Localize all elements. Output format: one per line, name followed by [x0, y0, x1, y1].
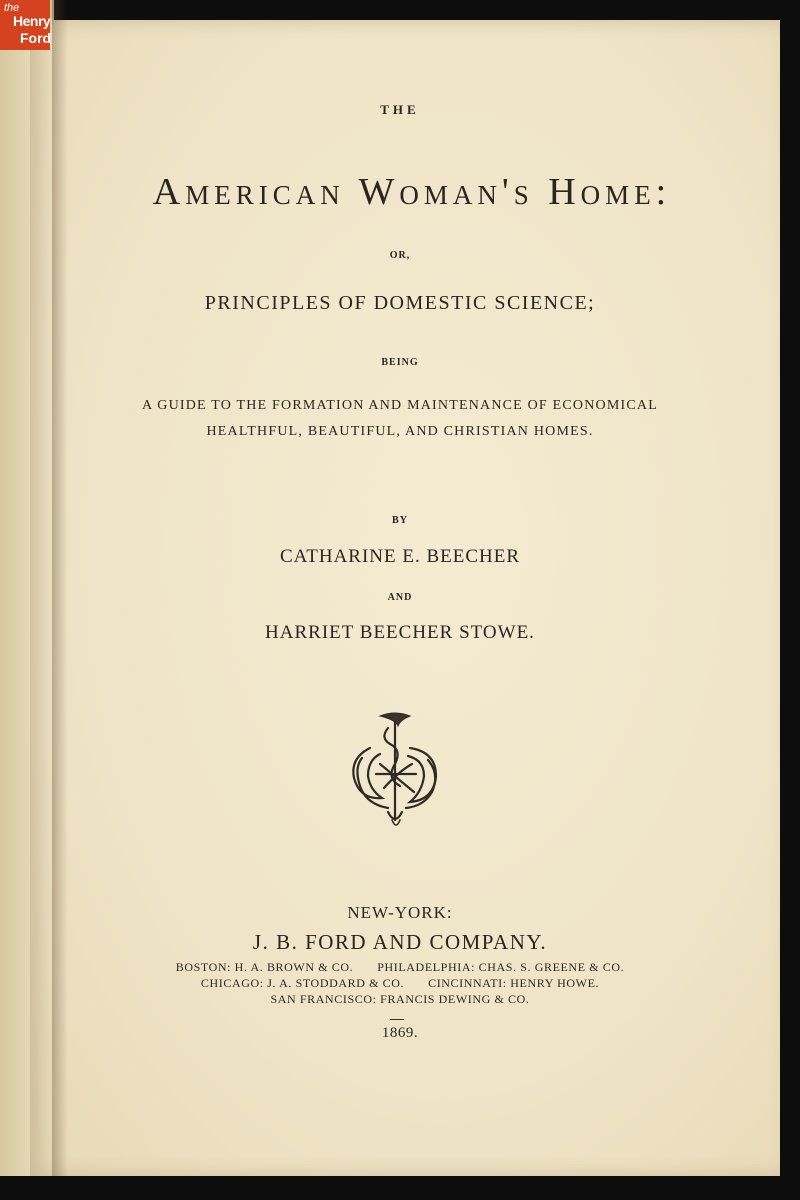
- description-line-2: HEALTHFUL, BEAUTIFUL, AND CHRISTIAN HOMES.: [206, 424, 594, 439]
- henry-ford-logo: the Henry Ford: [0, 0, 50, 50]
- main-title: American Woman's Home:: [152, 171, 672, 213]
- being-connector: BEING: [381, 357, 419, 368]
- divider: [390, 1019, 404, 1020]
- agent-chicago: CHICAGO: J. A. STODDARD & CO.: [200, 976, 405, 990]
- publication-year: 1869.: [381, 1025, 419, 1041]
- or-connector: OR,: [389, 250, 411, 261]
- agents-line-1: [0, 960, 800, 975]
- publication-city: NEW-YORK:: [347, 903, 453, 922]
- title-prefix: THE: [380, 102, 420, 117]
- agent-philadelphia: PHILADELPHIA: CHAS. S. GREENE & CO.: [377, 960, 625, 974]
- agent-boston: BOSTON: H. A. BROWN & CO.: [175, 960, 354, 974]
- author-2: HARRIET BEECHER STOWE.: [265, 622, 535, 643]
- and-connector: AND: [387, 592, 413, 603]
- agents-line-2: [0, 976, 800, 991]
- description-line-1: A GUIDE TO THE FORMATION AND MAINTENANCE OF ECONOMICAL: [142, 398, 658, 413]
- jbf-monogram-icon: [340, 708, 450, 833]
- author-1: CATHARINE E. BEECHER: [279, 546, 521, 567]
- publisher-name: J. B. FORD AND COMPANY.: [252, 930, 548, 954]
- agent-cincinnati: CINCINNATI: HENRY HOWE.: [428, 976, 600, 990]
- agent-san-francisco: SAN FRANCISCO: FRANCIS DEWING & CO.: [270, 992, 530, 1006]
- subtitle: PRINCIPLES OF DOMESTIC SCIENCE;: [204, 292, 596, 314]
- by-connector: BY: [392, 515, 408, 526]
